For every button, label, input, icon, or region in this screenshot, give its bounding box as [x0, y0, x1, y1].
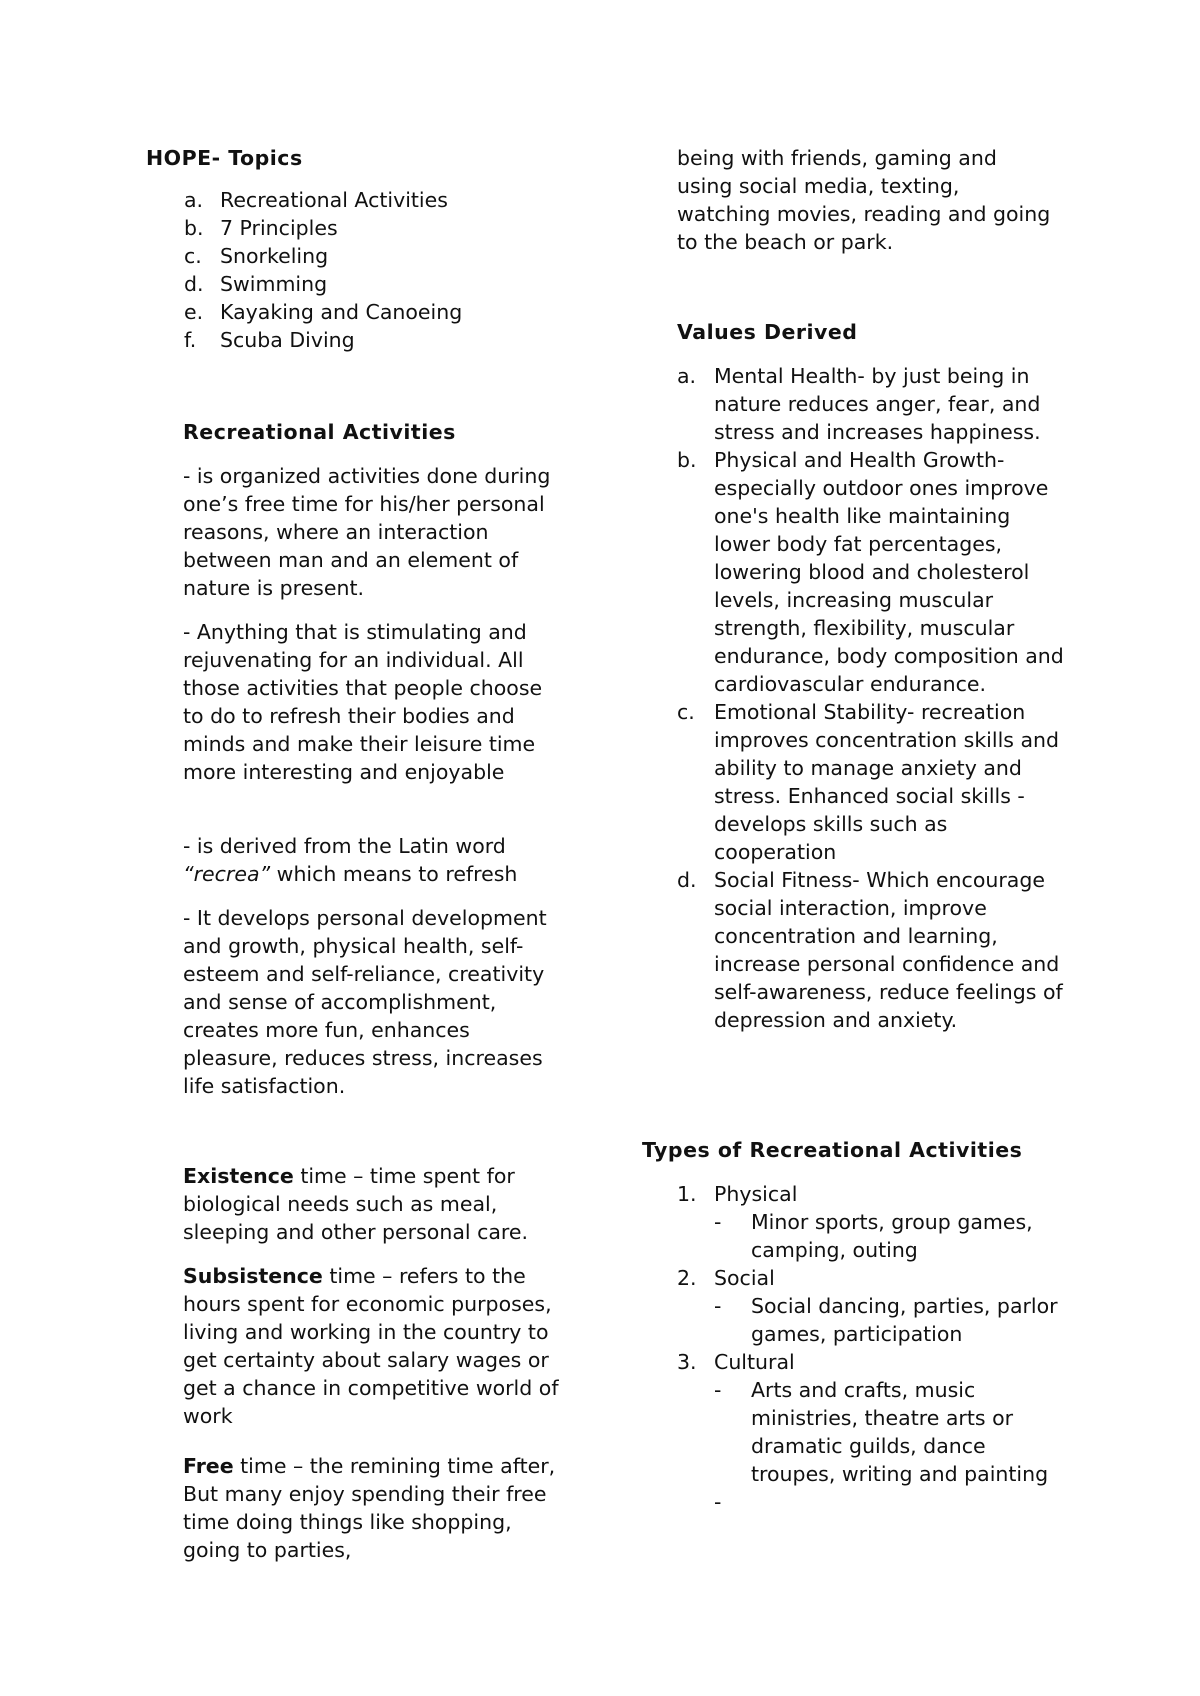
value-text: Emotional Stability- recreation improves concentration skills and ability to manage anxiety and stress. Enhanced social skills - develops skills such as cooperation — [714, 700, 1060, 864]
type-name: Social — [714, 1266, 775, 1290]
trailing-dash: - — [714, 1490, 722, 1514]
type-trailing — [714, 1488, 1072, 1516]
value-item — [677, 446, 1067, 698]
value-marker: c. — [677, 700, 695, 724]
topic-text: Snorkeling — [220, 244, 329, 268]
type-dash: - — [714, 1210, 722, 1234]
topic-text: Kayaking and Canoeing — [220, 300, 463, 324]
topic-marker: f. — [184, 328, 197, 352]
type-name: Cultural — [714, 1350, 795, 1374]
value-marker: b. — [677, 448, 697, 472]
value-item — [677, 698, 1067, 866]
types-title: Types of Recreational Activities — [642, 1138, 1023, 1162]
existence-definition: time – time spent for biological needs such as meal, sleeping and other personal care. — [183, 1164, 529, 1244]
type-marker: 2. — [677, 1266, 697, 1290]
free-definition: time – the remining time after, But many enjoy spending their free time doing things like shopping, going to parties, — [183, 1454, 556, 1562]
topic-item — [184, 214, 564, 242]
type-item — [677, 1180, 1072, 1264]
values-derived-title: Values Derived — [677, 320, 858, 344]
recreational-paragraph-2: - Anything that is stimulating and rejuvenating for an individual. All those activities that people choose to do to refresh their bodies and minds and make their leisure time more interesting and enjoyable — [183, 620, 543, 784]
type-detail — [714, 1376, 1072, 1488]
topic-text: Scuba Diving — [220, 328, 355, 352]
types-list — [677, 1180, 1072, 1516]
topic-marker: b. — [184, 216, 204, 240]
value-text: Social Fitness- Which encourage social interaction, improve concentration and learning, increase personal confidence and self-awareness, reduce feelings of depression and anxiety. — [714, 868, 1063, 1032]
type-detail-text: Arts and crafts, music ministries, theatre arts or dramatic guilds, dance troupes, writing and painting — [751, 1378, 1049, 1486]
topics-list — [184, 186, 564, 354]
type-detail-text: Social dancing, parties, parlor games, participation — [751, 1294, 1058, 1346]
type-marker: 1. — [677, 1182, 697, 1206]
existence-time — [183, 1162, 568, 1246]
type-name: Physical — [714, 1182, 798, 1206]
latin-origin-lead: - is derived from the Latin word — [183, 834, 506, 858]
topic-item — [184, 242, 564, 270]
topic-item — [184, 186, 564, 214]
topic-item — [184, 298, 564, 326]
recreational-paragraph-3 — [183, 832, 568, 888]
recreational-paragraph-1: - is organized activities done during one’s free time for his/her personal reasons, where an interaction between man and an element of nature is present. — [183, 464, 551, 600]
value-item — [677, 866, 1067, 1034]
values-list — [677, 362, 1067, 1034]
topic-marker: a. — [184, 188, 204, 212]
value-marker: d. — [677, 868, 697, 892]
topic-text: Swimming — [220, 272, 328, 296]
recreational-activities-title: Recreational Activities — [183, 420, 456, 444]
free-time — [183, 1452, 568, 1564]
subsistence-definition: time – refers to the hours spent for economic purposes, living and working in the country to get certainty about salary wages or get a chance in competitive world of work — [183, 1264, 559, 1428]
topic-marker: e. — [184, 300, 204, 324]
recreational-paragraph-4: - It develops personal development and growth, physical health, self-esteem and self-reliance, creativity and sense of accomplishment, creates more fun, enhances pleasure, reduces stress, increases life satisfaction. — [183, 906, 547, 1098]
topic-marker: d. — [184, 272, 204, 296]
type-item — [677, 1348, 1072, 1516]
hope-topics-title: HOPE- Topics — [146, 146, 303, 170]
topic-text: Recreational Activities — [220, 188, 448, 212]
free-term: Free — [183, 1454, 234, 1478]
latin-word: “recrea” — [183, 862, 271, 886]
type-detail-text: Minor sports, group games, camping, outing — [751, 1210, 1033, 1262]
topic-text: 7 Principles — [220, 216, 338, 240]
value-marker: a. — [677, 364, 697, 388]
existence-term: Existence — [183, 1164, 294, 1188]
topic-marker: c. — [184, 244, 202, 268]
type-dash: - — [714, 1294, 722, 1318]
type-detail — [714, 1292, 1072, 1348]
topic-item — [184, 270, 564, 298]
latin-origin-tail: which means to refresh — [270, 862, 518, 886]
topic-item — [184, 326, 564, 354]
subsistence-time — [183, 1262, 568, 1430]
value-text: Physical and Health Growth- especially outdoor ones improve one's health like maintaining lower body fat percentages, lowering blood and cholesterol levels, increasing muscular strength, flexibility, muscular endurance, body composition and cardiovascular endurance. — [714, 448, 1064, 696]
free-time-continued: being with friends, gaming and using social media, texting, watching movies, reading and going to the beach or park. — [677, 146, 1051, 254]
value-item — [677, 362, 1067, 446]
type-detail — [714, 1208, 1072, 1264]
subsistence-term: Subsistence — [183, 1264, 323, 1288]
value-text: Mental Health- by just being in nature reduces anger, fear, and stress and increases happiness. — [714, 364, 1041, 444]
type-marker: 3. — [677, 1350, 697, 1374]
type-item — [677, 1264, 1072, 1348]
type-dash: - — [714, 1378, 722, 1402]
